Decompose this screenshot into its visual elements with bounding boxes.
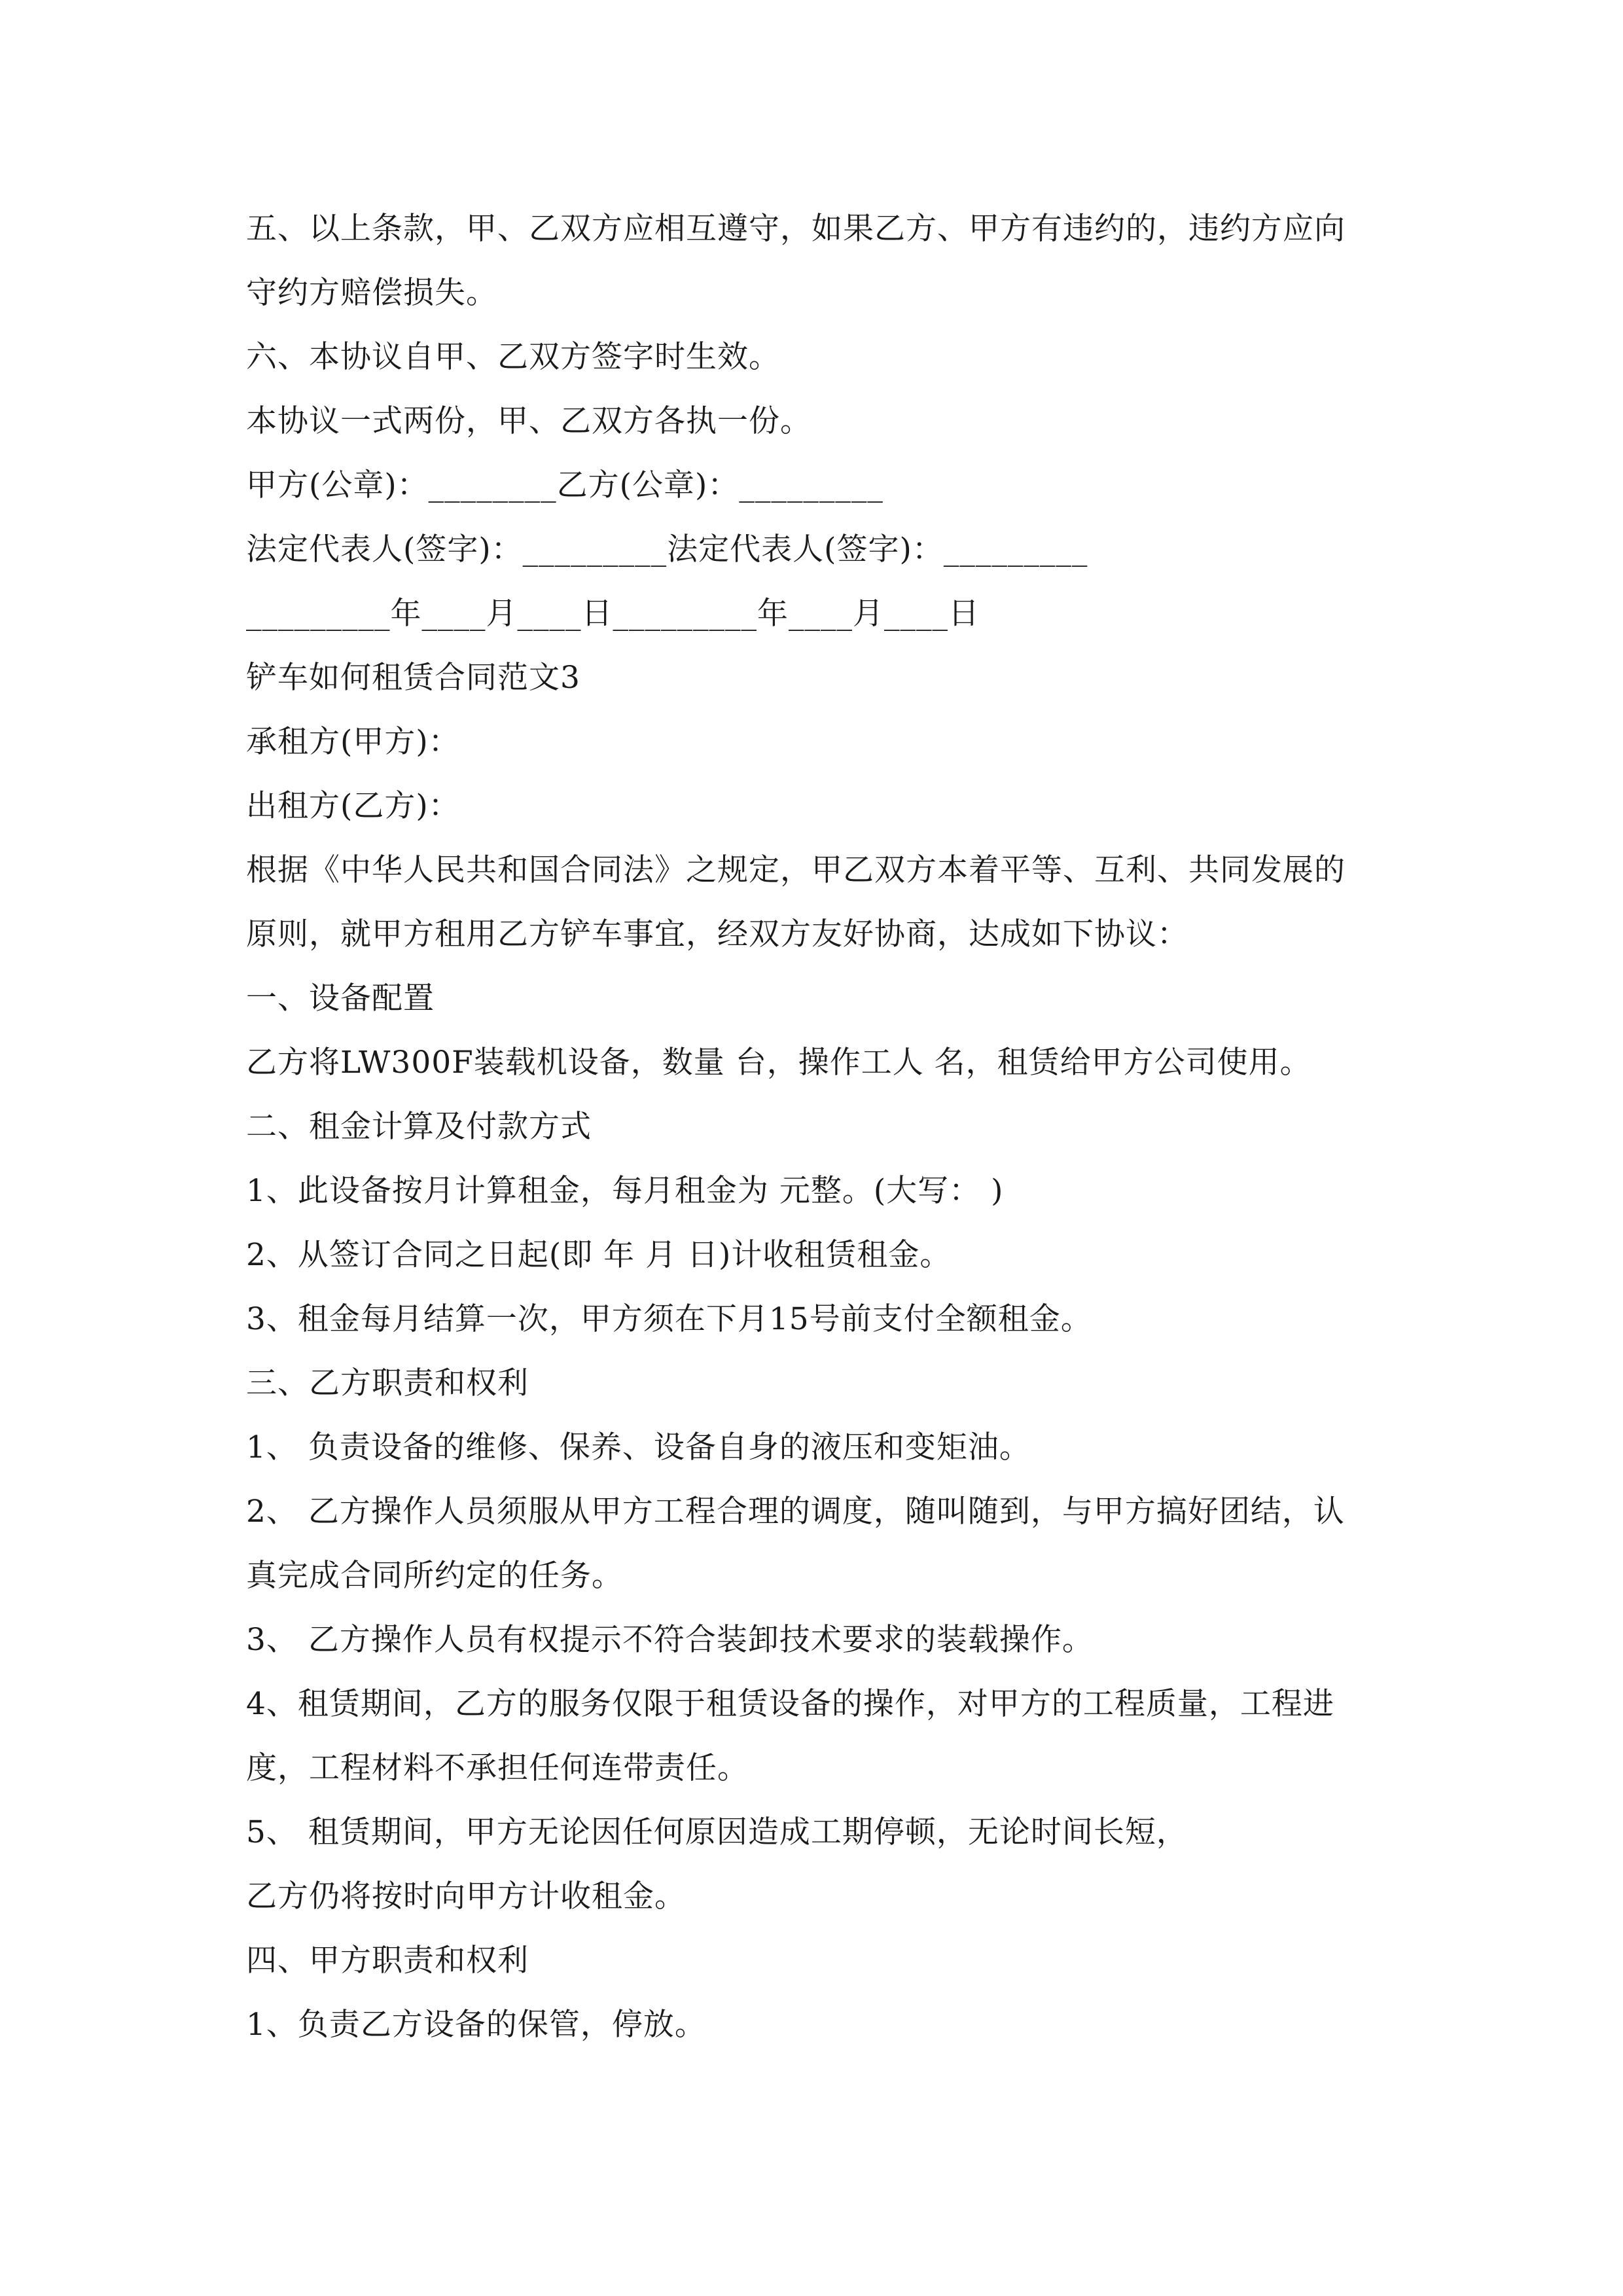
clause-5-line-1: 五、以上条款，甲、乙双方应相互遵守，如果乙方、甲方有违约的，违约方应向 xyxy=(246,211,1346,247)
lessor-duty-5-line-1: 5、 租赁期间，甲方无论因任何原因造成工期停顿，无论时间长短， xyxy=(246,1814,1188,1850)
clause-6: 六、本协议自甲、乙双方签字时生效。 xyxy=(246,339,780,375)
lessor-duty-4-line-2: 度，工程材料不承担任何连带责任。 xyxy=(246,1750,749,1786)
preamble-line-1: 根据《中华人民共和国合同法》之规定，甲乙双方本着平等、互利、共同发展的 xyxy=(246,852,1346,888)
legal-representative-line: 法定代表人(签字)：_________法定代表人(签字)：_________ xyxy=(246,531,1088,567)
lessor-duty-5-line-2: 乙方仍将按时向甲方计收租金。 xyxy=(246,1878,686,1914)
lessor-duty-2-line-2: 真完成合同所约定的任务。 xyxy=(246,1558,623,1594)
heading-rent: 二、租金计算及付款方式 xyxy=(246,1109,592,1145)
clause-5-line-2: 守约方赔偿损失。 xyxy=(246,275,497,311)
heading-lessor-duties: 三、乙方职责和权利 xyxy=(246,1365,529,1401)
rent-clause-2: 2、从签订合同之日起(即 年 月 日)计收租赁租金。 xyxy=(246,1237,952,1273)
copies-statement: 本协议一式两份，甲、乙双方各执一份。 xyxy=(246,403,812,439)
rent-clause-3: 3、租金每月结算一次，甲方须在下月15号前支付全额租金。 xyxy=(246,1301,1092,1337)
lessor-duty-1: 1、 负责设备的维修、保养、设备自身的液压和变矩油。 xyxy=(246,1429,1031,1465)
rent-clause-1: 1、此设备按月计算租金，每月租金为 元整。(大写： ) xyxy=(246,1173,1004,1209)
heading-lessee-duties: 四、甲方职责和权利 xyxy=(246,1943,529,1979)
lessor-duty-4-line-1: 4、租赁期间，乙方的服务仅限于租赁设备的操作，对甲方的工程质量，工程进 xyxy=(246,1686,1334,1722)
lessor-duty-2-line-1: 2、 乙方操作人员须服从甲方工程合理的调度，随叫随到，与甲方搞好团结，认 xyxy=(246,1494,1345,1530)
lessee-duty-1: 1、负责乙方设备的保管，停放。 xyxy=(246,2007,706,2043)
section-title: 铲车如何租赁合同范文3 xyxy=(246,660,580,696)
preamble-line-2: 原则，就甲方租用乙方铲车事宜，经双方友好协商，达成如下协议： xyxy=(246,916,1188,952)
seal-line: 甲方(公章)：________乙方(公章)：_________ xyxy=(246,467,883,503)
lessee-line: 承租方(甲方)： xyxy=(246,724,460,760)
lessor-line: 出租方(乙方)： xyxy=(246,788,460,824)
date-line: _________年____月____日_________年____月____日 xyxy=(246,596,980,632)
lessor-duty-3: 3、 乙方操作人员有权提示不符合装卸技术要求的装载操作。 xyxy=(246,1622,1094,1658)
heading-equipment: 一、设备配置 xyxy=(246,980,435,1016)
equipment-clause: 乙方将LW300F装载机设备，数量 台，操作工人 名，租赁给甲方公司使用。 xyxy=(246,1045,1311,1081)
